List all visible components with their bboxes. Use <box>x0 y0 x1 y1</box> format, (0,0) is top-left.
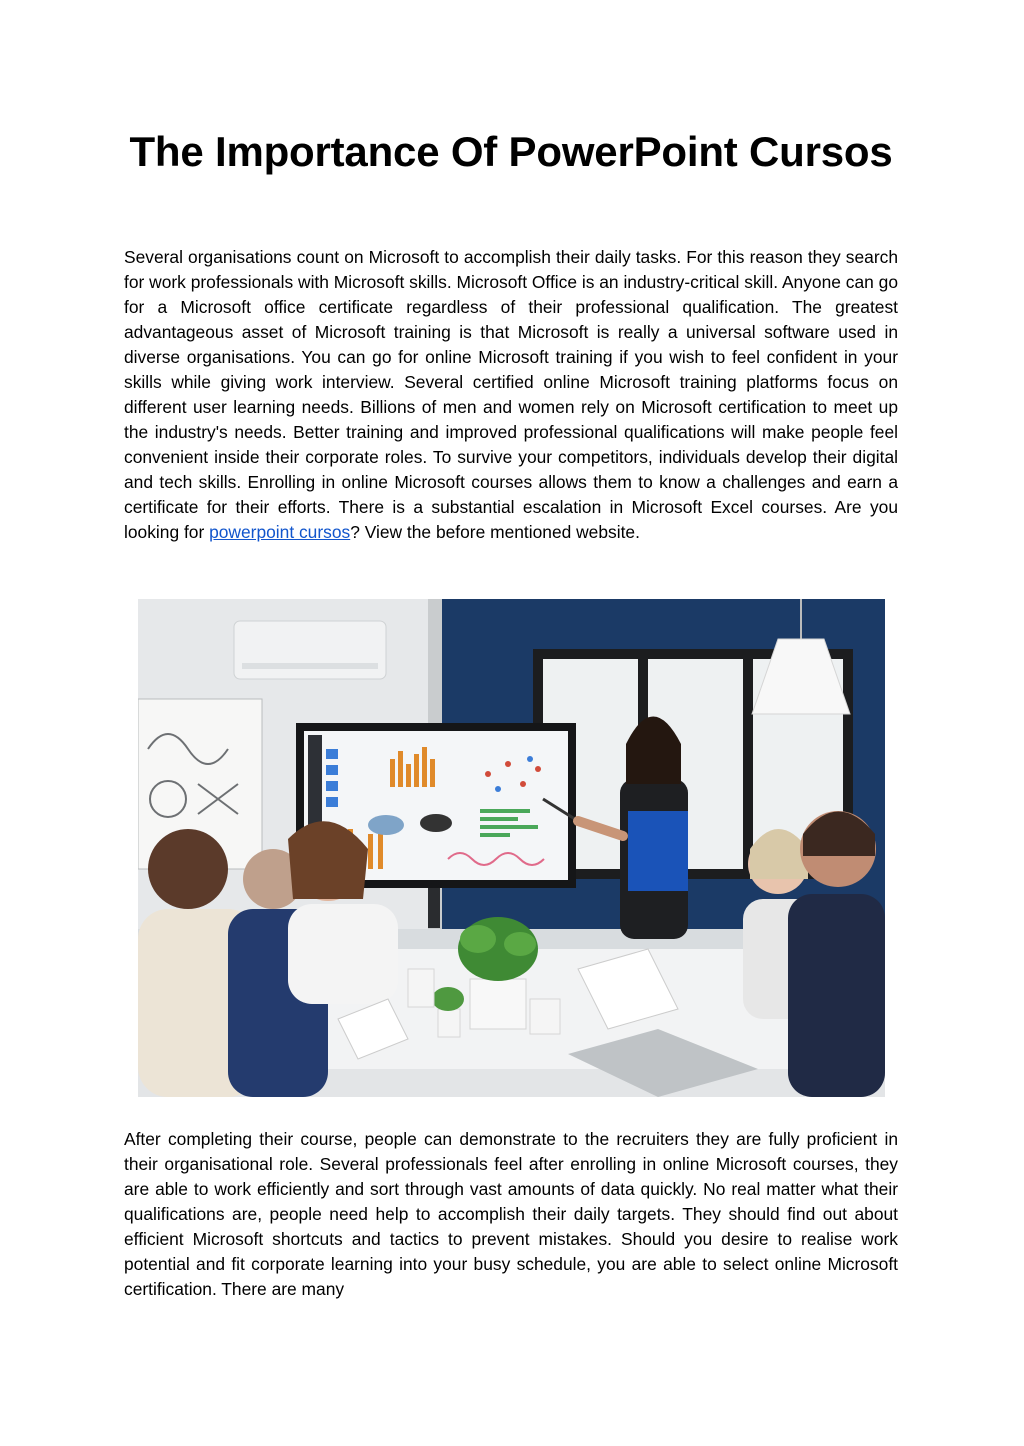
intro-text: Several organisations count on Microsoft to accomplish their daily tasks. For this reason they search for work professionals with Microsoft skills. Microsoft Office is an industry-critical skill. Anyone can go for a Microsoft office certificate regardless of their professional qualification. The greatest advantageous asset of Microsoft training is that Microsoft is really a universal software used in diverse organisations. You can go for online Microsoft training if you wish to feel confident in your skills while giving work interview. Several certified online Microsoft training platforms focus on different user learning needs. Billions of men and women rely on Microsoft certification to meet up the industry's needs. Better training and improved professional qualifications will make people feel convenient inside their corporate roles. To survive your competitors, individuals develop their digital and tech skills. Enrolling in online Microsoft courses allows them to know a challenges and earn a certificate for their efforts. There is a substantial escalation in Microsoft Excel courses. Are you looking for <box>124 247 898 542</box>
powerpoint-cursos-link[interactable]: powerpoint cursos <box>209 522 351 542</box>
office-meeting-photo <box>138 599 885 1097</box>
page-title: The Importance Of PowerPoint Cursos <box>129 128 893 175</box>
body-paragraph: After completing their course, people can demonstrate to the recruiters they are fully proficient in their organisational role. Several professionals feel after enrolling in online Microsoft courses, they are able to work efficiently and sort through vast amounts of data quickly. No real matter what their qualifications are, people need help to accomplish their daily targets. They should find out about efficient Microsoft shortcuts and tactics to prevent mistakes. Should you desire to realise work potential and fit corporate learning into your busy schedule, you are able to select online Microsoft certification. There are many <box>124 1129 898 1299</box>
intro-text-end: ? View the before mentioned website. <box>350 522 640 542</box>
intro-paragraph <box>124 245 898 545</box>
